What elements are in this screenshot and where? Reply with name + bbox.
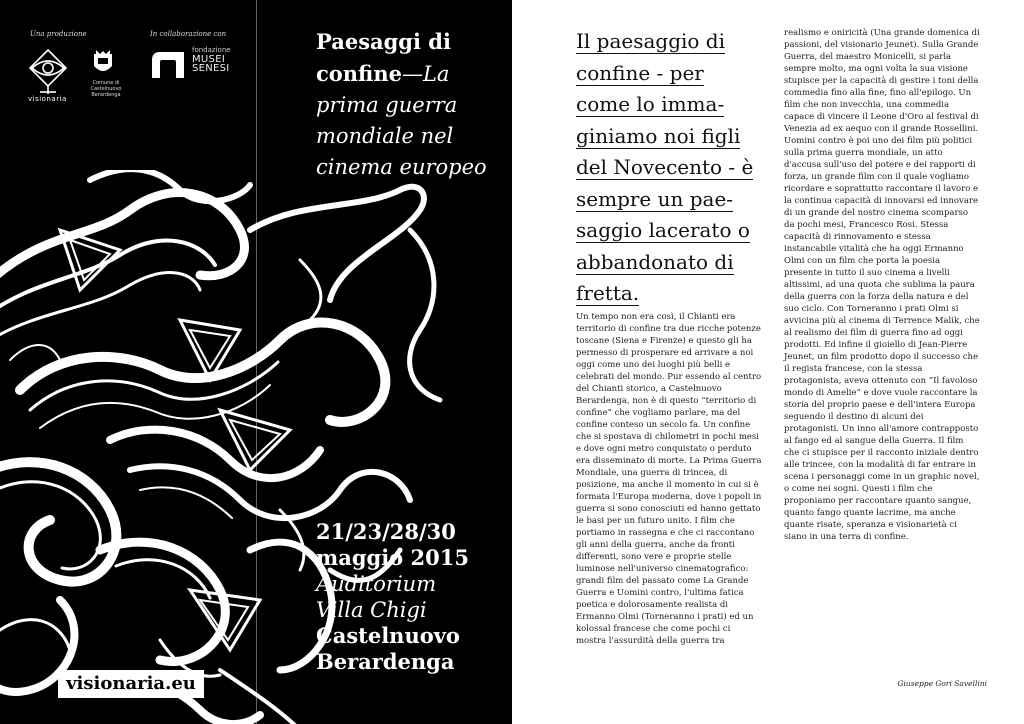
visionaria-eye-logo [28, 48, 68, 98]
musei-senesi-text [192, 46, 231, 73]
musei-line-3: SENESI [192, 63, 230, 74]
body-column-left: Un tempo non era così, il Chianti era territorio di confine tra due ricche potenze toscane (Siena e Firenze) e questo gli ha permesso di prosperare ed arrivare a noi oggi come uno dei luoghi più belli e celebrati del mondo. Pur essendo al centro del Chianti storico, a Castelnuovo Berardenga, non è di questo “territorio di confine” che vogliamo parlare, ma del confine conteso un secolo fa. Un confine che si spostava di chilometri in pochi mesi e dove ogni metro conquistato o perduto era disseminato di morte. La Prima Guerra Mondiale, una guerra di trincea, di posizione, ma anche il momento in cui si è formata l'Europa moderna, dove i popoli in guerra si sono conosciuti ed hanno gettato le basi per un futuro unito. I film che portiamo in rassegna e che ci raccontano gli anni della guerra, anche da fronti differenti, sono vere e proprie stelle luminose nell'universo cinematografico: grandi film del passato come La Grande Guerra e Uomini contro, l'ultima fatica poetica e dolorosamente realista di Ermanno Olmi (Torneranno i prati) ed un kolossal francese che come pochi ci mostra l'assurdità della guerra tra [576, 312, 762, 646]
town-line-2: Berardenga [316, 649, 455, 674]
quote-line: giniamo noi figli [576, 123, 741, 148]
poster-text-page [512, 0, 1024, 724]
venue-line-2: Villa Chigi [316, 598, 427, 622]
quote-line: del Novecento - è [576, 155, 754, 179]
body-column-right: realismo e oniricità (Una grande domenica di passioni, del visionario Jeunet). Sulla Grande Guerra, del maestro Monicelli, si parla sempre molto, ma ogni volta la sua visione stupisce per la capacità di gestire i toni della commedia fino alla fine, fino all'epilogo. Un film che non invecchia, una commedia capace di vincere il Leone d'Oro al festival di Venezia ad ex aequo con il grande Rossellini. Uomini contro è poi uno dei film più politici sulla prima guerra mondiale, un atto d'accusa sull'uso del potere e dei rapporti di forza, un grande film con il quale vogliamo ricordare e soprattutto raccontare il lavoro e la continua capacità di innovarsi ed innovare di un grande del nostro cinema scomparso da pochi mesi, Francesco Rosi. Stessa capacità di rinnovamento e stessa instancabile vitalità che ha oggi Ermanno Olmi con un film che porta la poesia presente in tutto il suo cinema a livelli altissimi, ad una quota che sublima la paura della guerra con la forza della natura e del suo ciclo. Con Torneranno i prati Olmi si avvicina più al cinema di Terrence Malik, che al realismo dei film di guerra fino ad oggi prodotti. Ed infine il gioiello di Jean-Pierre Jeunet, un film prodotto dopo il successo che il regista francese, con la stessa protagonista, aveva ottenuto con “Il favoloso mondo di Amelie” e dove vuole raccontare la storia del proprio paese e dell'intera Europa seguendo il destino di alcuni dei protagonisti. Un inno all'amore contrapposto al fango ed al sangue della Guerra. Il film che ci stupisce per il racconto iniziale dentro alle trincee, con la modalità di far entrare in scena i personaggi come in un graphic novel, o come nei sogni. Questi i film che proponiamo per raccontare quanto sangue, quanto fango quante lacrime, ma anche quante risate, speranza e visionarietà ci siano in una terra di confine. [784, 28, 980, 542]
poster-title [316, 26, 506, 183]
quote-line: fretta. [576, 281, 640, 305]
musei-senesi-logo [150, 50, 186, 78]
event-month: maggio 2015 [316, 545, 469, 570]
quote-line: come lo imma- [576, 92, 725, 116]
title-italic: —La prima guerra mondiale nel cinema europeo [316, 62, 487, 179]
website-link[interactable]: visionaria.eu [58, 670, 204, 698]
production-label: Una produzione [30, 30, 87, 38]
town-line-1: Castelnuovo [316, 623, 460, 648]
musei-line-2: MUSEI [192, 54, 226, 65]
quote-line: Il paesaggio di [576, 29, 726, 53]
title-bold: Paesaggi di confine [316, 29, 451, 86]
event-info [316, 519, 506, 675]
producer-name: visionaria [28, 95, 67, 103]
event-dates: 21/23/28/30 [316, 519, 456, 544]
quote-line: sempre un pae- [576, 186, 734, 211]
quote-line: abbandonato di [576, 249, 734, 274]
collaboration-label: In collaborazione con [150, 30, 227, 38]
venue-line-1: Auditorium [316, 572, 437, 596]
quote-line: confine - per [576, 60, 704, 85]
pull-quote [576, 26, 756, 310]
castelnuovo-crest [92, 50, 114, 76]
author-signature: Giuseppe Gori Savellini [897, 679, 987, 688]
musei-line-1: fondazione [192, 46, 231, 54]
comune-label: Comune di Castelnuovo Berardenga [90, 80, 122, 98]
quote-line: saggio lacerato o [576, 218, 750, 242]
